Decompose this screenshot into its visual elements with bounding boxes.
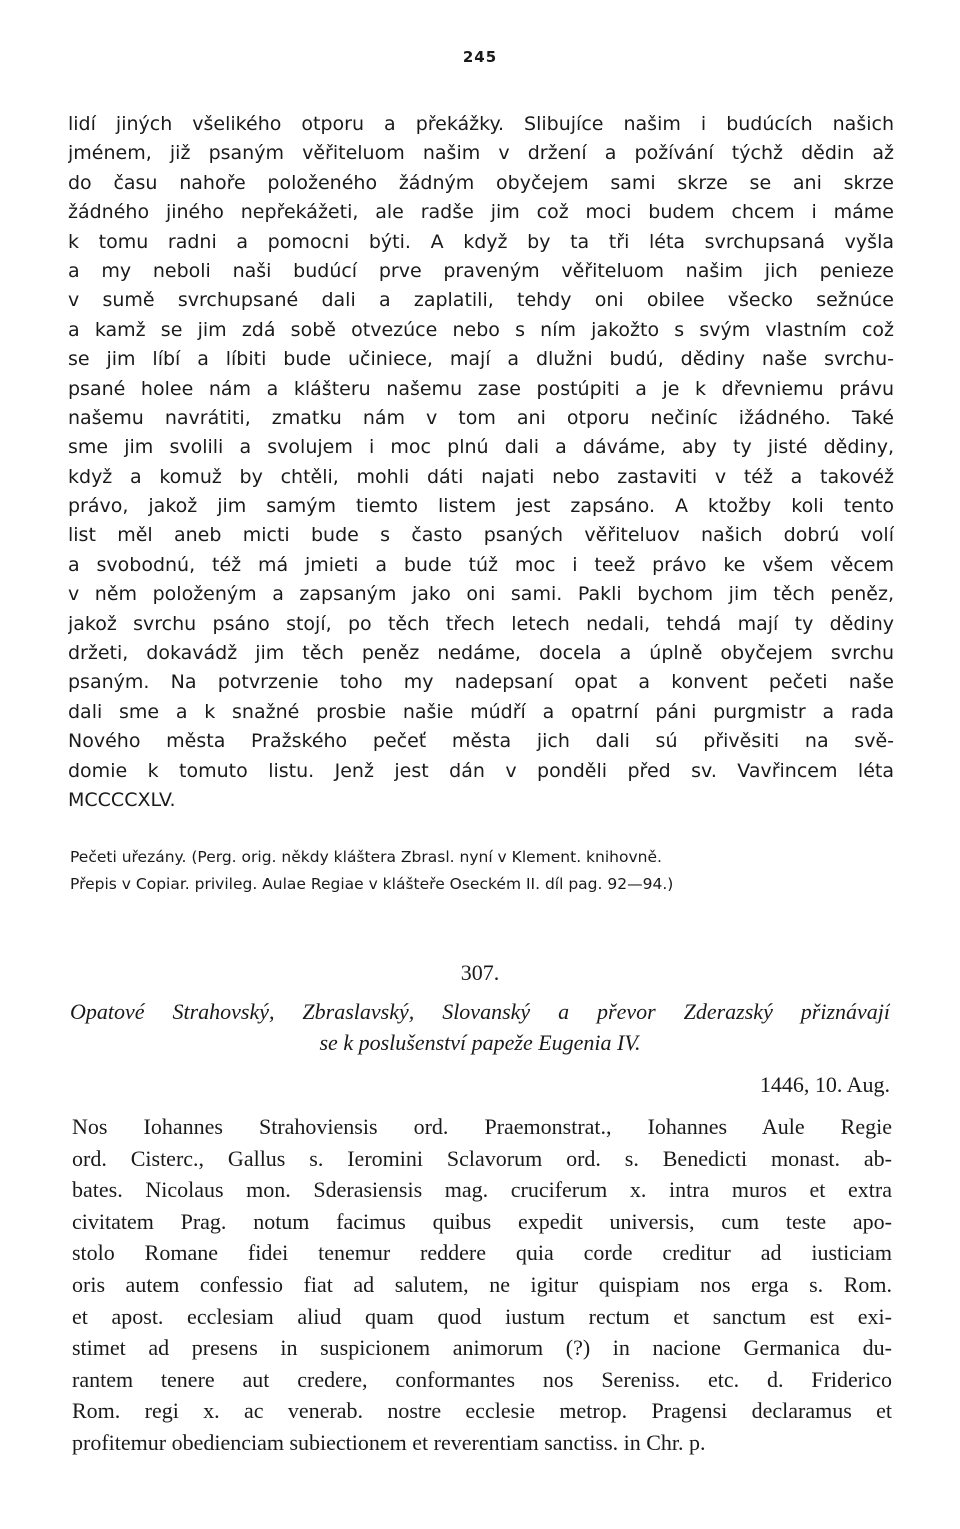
text-line: a svobodnú, též má jmieti a bude túž moc i teež právo ke všem věcem (68, 553, 894, 576)
document-date: 1446, 10. Aug. (759, 1072, 890, 1097)
text-line: stimet ad presens in suspicionem animorum (?) in nacione Germanica du- (72, 1335, 892, 1361)
text-line: žádného jiného nepřekážeti, ale radše jim což moci budem chcem i máme (68, 201, 894, 224)
text-line: a kamž se jim zdá sobě otvezúce nebo s ním jakožto s svým vlastním což (68, 318, 894, 341)
text-line: psané holee nám a klášteru našemu zase postúpiti a je k dřevniemu právu (68, 377, 894, 400)
text-line: et apost. ecclesiam aliud quam quod iustum rectum et sanctum est exi- (72, 1303, 892, 1329)
text-line: profitemur obedienciam subiectionem et reverentiam sanctiss. in Chr. p. (72, 1429, 706, 1455)
note-line: Pečeti uřezány. (Perg. orig. někdy kláštera Zbrasl. nyní v Klement. knihovně. (70, 848, 662, 866)
text-line: v sumě svrchupsané dali a zaplatili, tehdy oni obilee všecko sežnúce (68, 289, 894, 312)
text-line: našemu navrátiti, zmatku nám v tom ani otporu nečiníc ižádného. Také (68, 406, 894, 429)
text-line: jakož svrchu psáno stojí, po těch třech letech nedali, tehdá mají ty dědiny (68, 612, 894, 635)
document-number: 307. (460, 960, 500, 985)
page-number: 245 (462, 48, 498, 66)
text-line: držeti, dokavádž jim těch peněz nedáme, docela a úplně obyčejem svrchu (68, 642, 894, 665)
heading-line: Opatové Strahovský, Zbraslavský, Slovanský a převor Zderazský přiznávají (70, 999, 890, 1024)
text-line: list měl aneb micti bude s často psaných věřiteluov našich dobrú volí (68, 524, 894, 547)
text-line: stolo Romane fidei tenemur reddere quia corde creditur ad iusticiam (72, 1240, 892, 1266)
heading-line: se k poslušenství papeže Eugenia IV. (319, 1030, 641, 1055)
latin-charter-text (72, 1111, 892, 1459)
text-line: civitatem Prag. notum facimus quibus expedit universis, cum teste apo- (72, 1208, 892, 1234)
text-line: do času nahoře položeného žádným obyčejem sami skrze se ani skrze (68, 171, 894, 194)
czech-charter-text (68, 110, 894, 815)
text-line: oris autem confessio fiat ad salutem, ne igitur quispiam nos erga s. Rom. (72, 1271, 892, 1297)
text-line: domie k tomuto listu. Jenž jest dán v ponděli před sv. Vavřincem léta (68, 759, 894, 782)
text-line: dali sme a k snažné prosbie našie múdří a opatrní páni purgmistr a rada (68, 700, 894, 723)
text-line: v něm položeným a zapsaným jako oni sami. Pakli bychom jim těch peněz, (68, 583, 894, 606)
text-line: jménem, již psaným věřiteluom našim v držení a požívání týchž dědin až (68, 142, 894, 165)
text-line: když a komuž by chtěli, mohli dáti najati nebo zastaviti v též a takovéž (68, 465, 894, 488)
text-line: a my neboli naši budúcí prve praveným věřiteluom našim jich penieze (68, 259, 894, 282)
text-line: Nos Iohannes Strahoviensis ord. Praemonstrat., Iohannes Aule Regie (72, 1114, 892, 1139)
text-line: rantem tenere aut credere, conformantes nos Sereniss. etc. d. Friderico (72, 1366, 892, 1392)
text-line: právo, jakož jim samým tiemto listem jest zapsáno. A ktožby koli tento (68, 495, 894, 518)
text-line: k tomu radni a pomocni býti. A když by ta tři léta svrchupsaná vyšla (68, 230, 894, 253)
archival-note (68, 844, 894, 898)
text-line: MCCCCXLV. (68, 788, 176, 811)
text-line: Nového města Pražského pečeť města jich dali sú přivěsiti na svě- (68, 730, 894, 753)
note-line: Přepis v Copiar. privileg. Aulae Regiae v klášteře Oseckém II. díl pag. 92—94.) (70, 875, 674, 893)
document-heading (70, 996, 890, 1058)
text-line: sme jim svolili a svolujem i moc plnú dali a dáváme, aby ty jisté dědiny, (68, 436, 894, 459)
text-line: Rom. regi x. ac venerab. nostre ecclesie metrop. Pragensi declaramus et (72, 1398, 892, 1424)
text-line: ord. Cisterc., Gallus s. Ieromini Sclavorum ord. s. Benedicti monast. ab- (72, 1145, 892, 1171)
text-line: lidí jiných všelikého otporu a překážky. Slibujíce našim i budúcích našich (68, 113, 894, 135)
text-line: se jim líbí a líbiti bude učiniece, mají a dlužni budú, dědiny naše svrchu- (68, 348, 894, 371)
text-line: bates. Nicolaus mon. Sderasiensis mag. cruciferum x. intra muros et extra (72, 1177, 892, 1203)
text-line: psaným. Na potvrzenie toho my nadepsaní opat a konvent pečeti naše (68, 671, 894, 694)
